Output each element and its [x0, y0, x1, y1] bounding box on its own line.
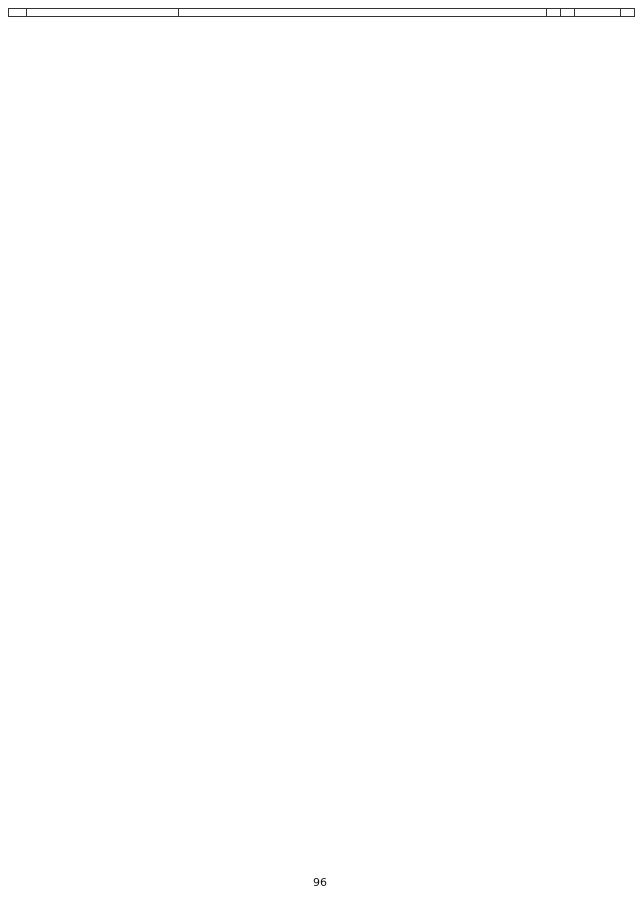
column-number	[27, 9, 179, 17]
repair-schedule-table	[8, 8, 635, 17]
column-number	[547, 9, 561, 17]
column-number	[179, 9, 547, 17]
column-number	[561, 9, 575, 17]
column-number	[9, 9, 27, 17]
page-number: 96	[313, 876, 327, 889]
column-number	[621, 9, 635, 17]
table-header	[9, 9, 635, 17]
column-number	[575, 9, 621, 17]
column-numbers-row	[9, 9, 635, 17]
